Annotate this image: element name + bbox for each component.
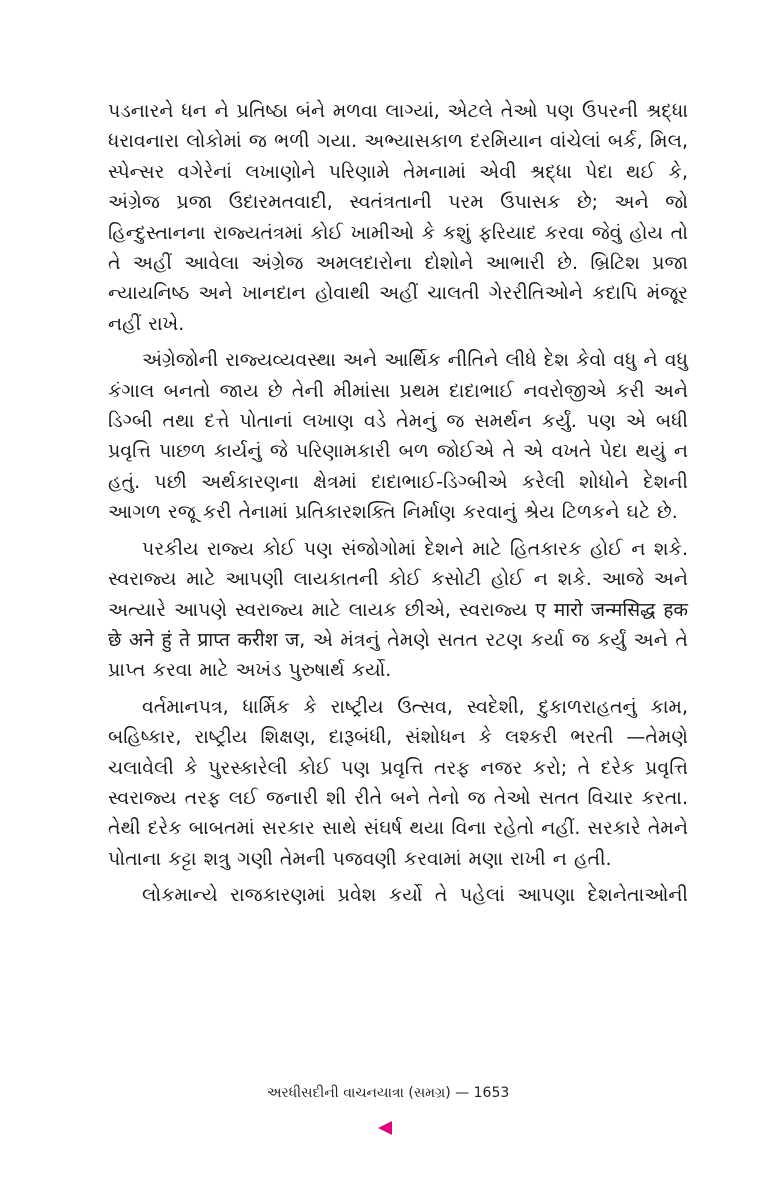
paragraph-2: અંગ્રેજોની રાજ્યવ્યવસ્થા અને આર્થિક નીતિને લીધે દેશ કેવો વધુ ને વધુ કંગાલ બનતો જાય છે તેની મીમાંસા પ્રથમ દાદાભાઈ નવરોજીએ કરી અને ડિગ્બી તથા દત્તે પોતાનાં લખાણ વડે તેમનું જ સમર્થન કર્યું. પણ એ બધી પ્રવૃત્તિ પાછળ કાર્યનું જે પરિણામકારી બળ જોઈએ તે એ વખતે પેદા થયું ન હતું. પછી અર્થકારણના ક્ષેત્રમાં દાદાભાઈ-ડિગ્બીએ કરેલી શોધોને દેશની આગળ રજૂ કરી તેનામાં પ્રતિકારશક્તિ નિર્માણ કરવાનું શ્રેય ટિળકને ઘટે છે. xyxy=(108,349,688,524)
previous-page-arrow-icon[interactable] xyxy=(378,1121,392,1135)
body-text xyxy=(108,96,688,917)
paragraph-4: વર્તમાનપત્ર, ધાર્મિક કે રાષ્ટ્રીય ઉત્સવ, સ્વદેશી, દુકાળરાહતનું કામ, બહિષ્કાર, રાષ્ટ્રીય શિક્ષણ, દારૂબંધી, સંશોધન કે લશ્કરી ભરતી —તેમણે ચલાવેલી કે પુરસ્કારેલી કોઈ પણ પ્રવૃત્તિ તરફ નજર કરો; તે દરેક પ્રવૃત્તિ સ્વરાજ્ય તરફ લઈ જનારી શી રીતે બને તેનો જ તેઓ સતત વિચાર કરતા. તેથી દરેક બાબતમાં સરકાર સાથે સંઘર્ષ થયા વિના રહેતો નહીં. સરકારે તેમને પોતાના કટ્ટા શત્રુ ગણી તેમની પજવણી કરવામાં મણા રાખી ન હતી. xyxy=(108,695,688,870)
paragraph-3: પરકીય રાજ્ય કોઈ પણ સંજોગોમાં દેશને માટે હિતકારક હોઈ ન શકે. સ્વરાજ્ય માટે આપણી લાયકાતની કોઈ કસોટી હોઈ ન શકે. આજે અને અત્યારે આપણે સ્વરાજ્ય માટે લાયક છીએ, સ્વરાજ્ય ए‌ मारो जन्मसिद्ध हक छे अने हुं ते प्राप्त करीश ज, એ મંત્રનું તેમણે સતત રટણ કર્યા જ કર્યું અને તે પ્રાપ્ત કરવા માટે અખંડ પુરુષાર્થ કર્યો. xyxy=(108,537,688,682)
paragraph-1: પડનારને ધન ને પ્રતિષ્ઠા બંને મળવા લાગ્યાં, એટલે તેઓ પણ ઉપરની શ્રદ્ધા ધરાવનારા લોકોમાં જ ભળી ગયા. અભ્યાસકાળ દરમિયાન વાંચેલાં બર્ક, મિલ, સ્પેન્સર વગેરેનાં લખાણોને પરિણામે તેમનામાં એવી શ્રદ્ધા પેદા થઈ કે, અંગ્રેજ પ્રજા ઉદારમતવાદી, સ્વતંત્રતાની પરમ ઉપાસક છે; અને જો હિન્દુસ્તાનના રાજ્યતંત્રમાં કોઈ ખામીઓ કે કશું ફરિયાદ કરવા જેવું હોય તો તે અહીં આવેલા અંગ્રેજ અમલદારોના દોશોને આભારી છે. બ્રિટિશ પ્રજા ન્યાયનિષ્ઠ અને ખાનદાન હોવાથી અહીં ચાલતી ગેરરીતિઓને કદાપિ મંજૂર નહીં રાખે. xyxy=(108,100,688,335)
page-footer: અરધીસદીની વાચનયાત્રા (સમગ્ર) — 1653 xyxy=(266,1085,510,1101)
paragraph-5: લોકમાન્યે રાજકારણમાં પ્રવેશ કર્યો તે પહેલાં આપણા દેશનેતાઓની xyxy=(142,884,688,907)
